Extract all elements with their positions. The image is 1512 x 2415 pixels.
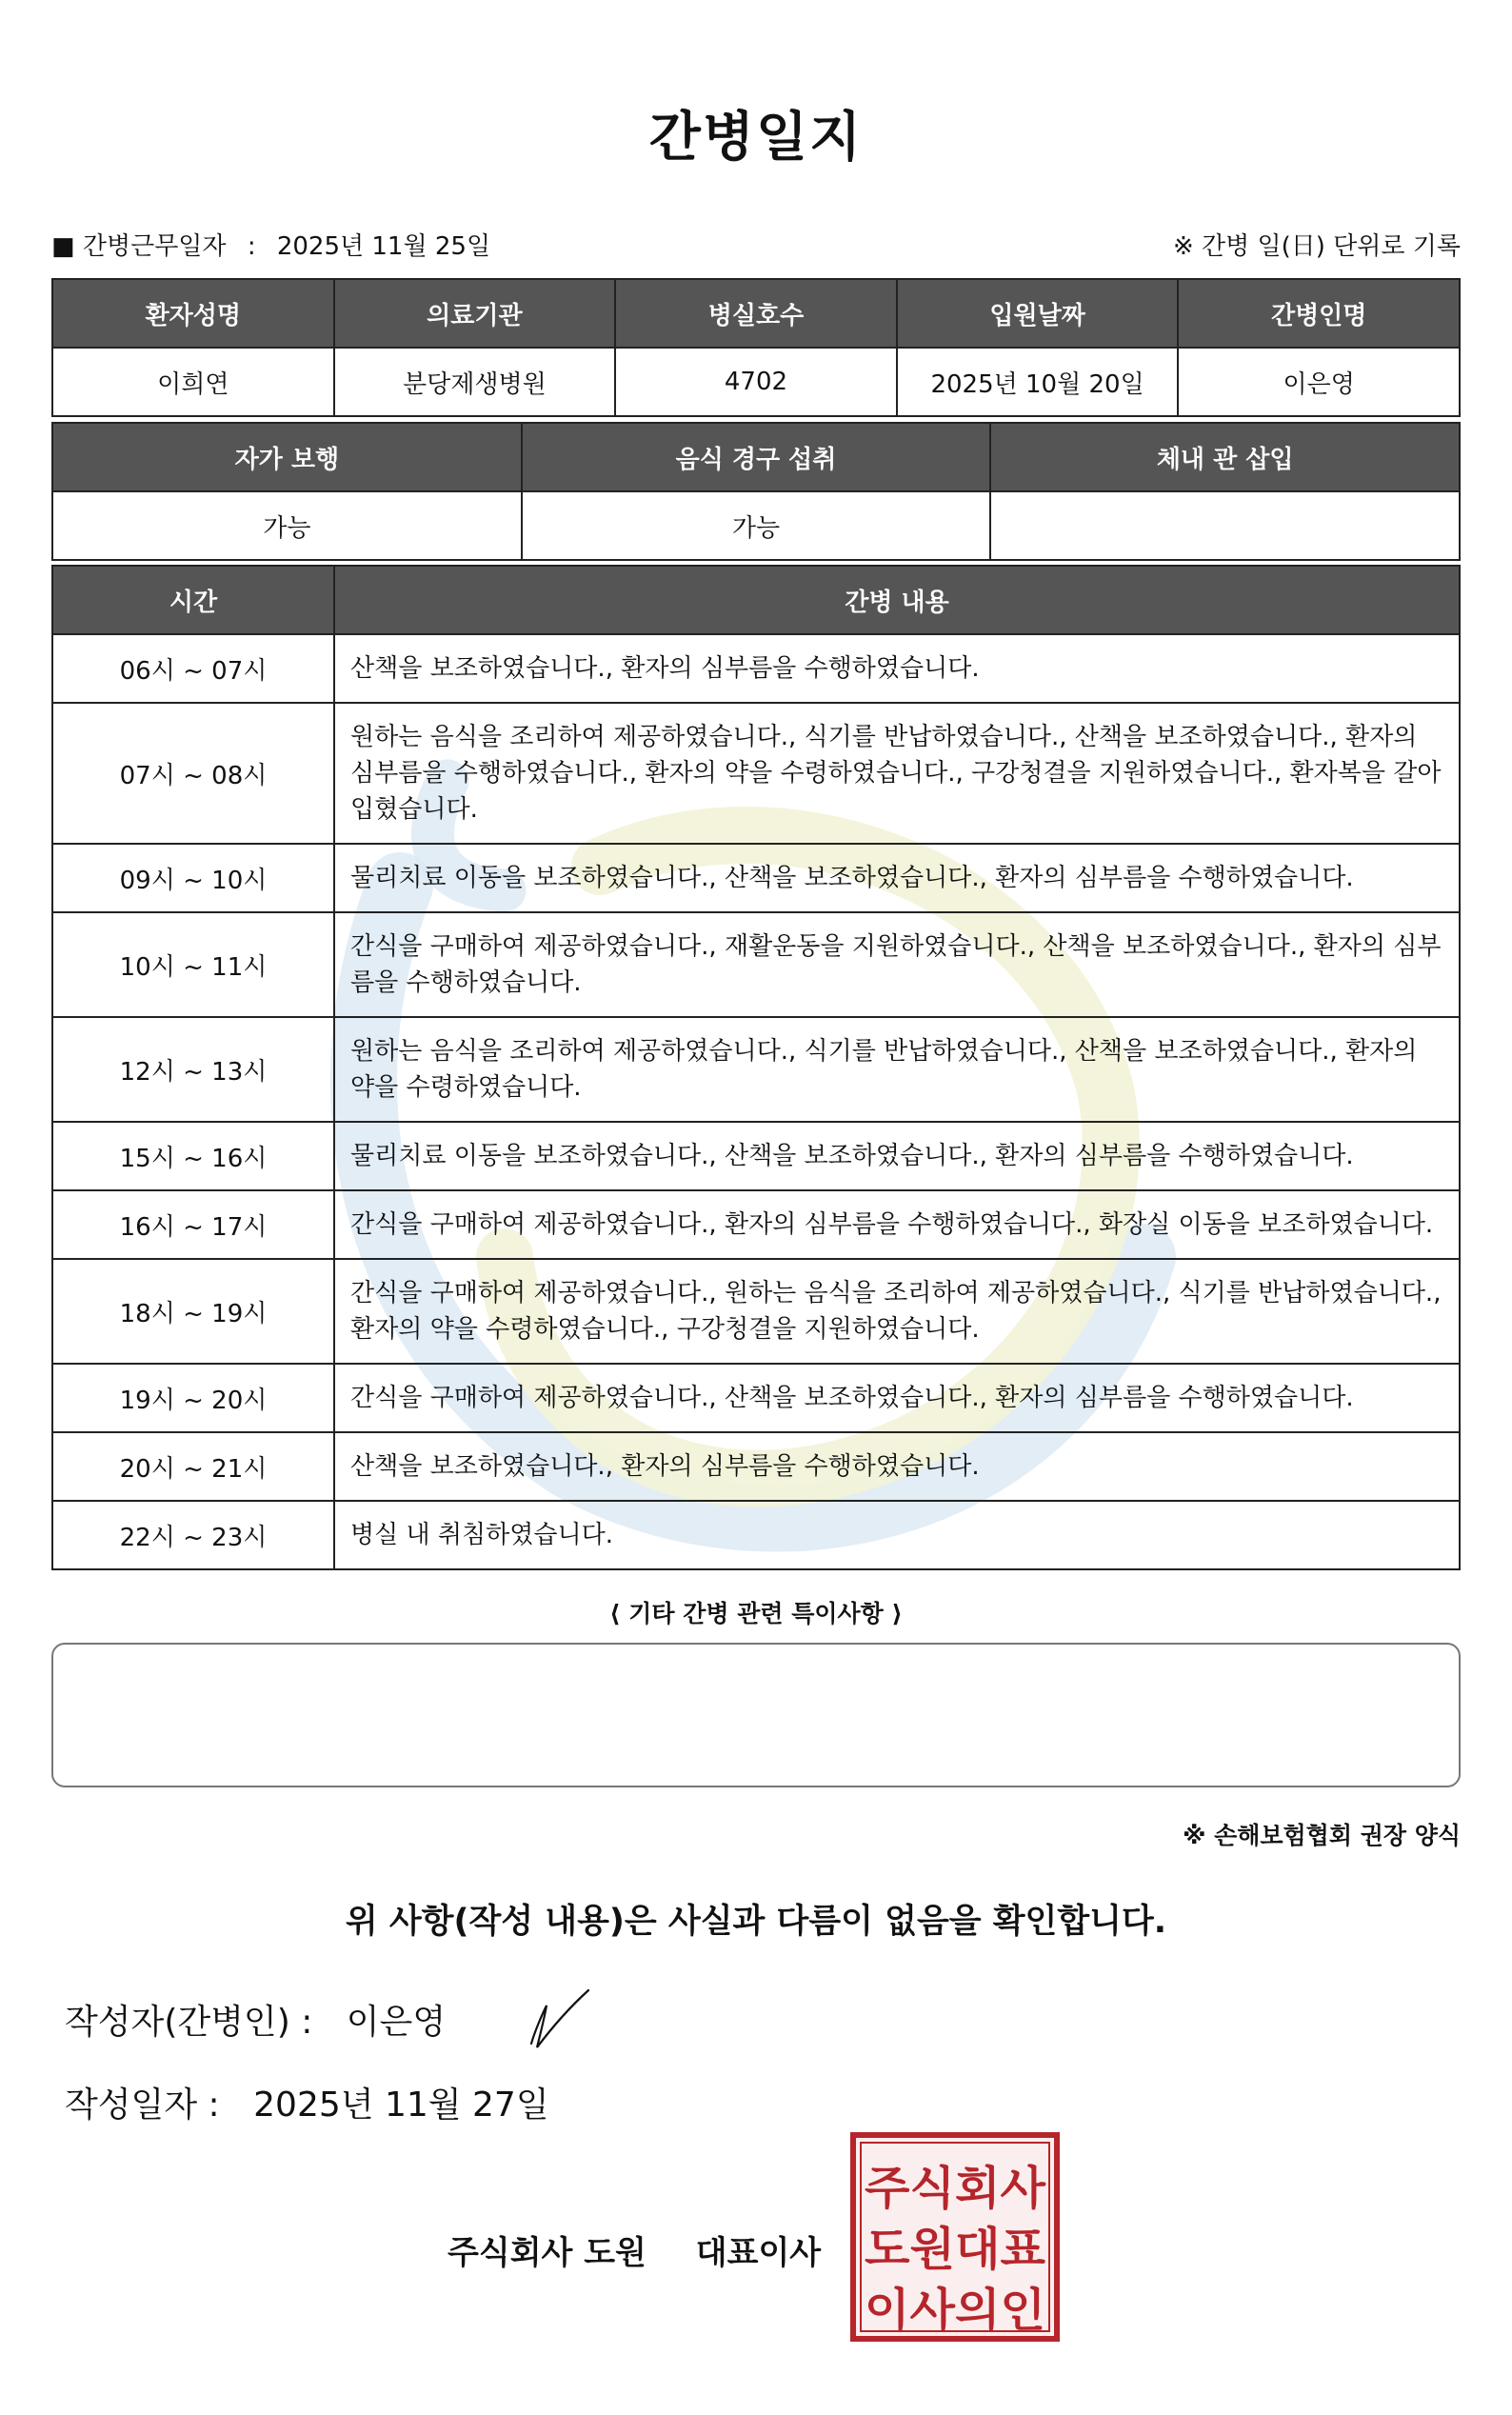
patient-info-table	[51, 278, 1461, 417]
patient-info-header-row	[52, 279, 1460, 348]
company-seal	[849, 2131, 1061, 2343]
writer-label: 작성자(간병인) :	[65, 2003, 313, 2042]
status-value-row	[52, 491, 1460, 560]
work-date-separator: :	[247, 232, 256, 261]
care-content: 산책을 보조하였습니다., 환자의 심부름을 수행하였습니다.	[334, 1432, 1460, 1501]
time-slot: 09시 ~ 10시	[52, 844, 334, 912]
special-notes-heading: ⟨ 기타 간병 관련 특이사항 ⟩	[609, 1600, 903, 1627]
care-content: 병실 내 취침하였습니다.	[334, 1501, 1460, 1569]
patient-status-table	[51, 422, 1461, 561]
table-row	[52, 912, 1460, 1017]
table-row	[52, 1122, 1460, 1190]
care-content: 간식을 구매하여 제공하였습니다., 원하는 음식을 조리하여 제공하였습니다., 식기를 반납하였습니다., 환자의 약을 수령하였습니다., 구강청결을 지원하였습니다.	[334, 1259, 1460, 1364]
hospital-name: 분당제생병원	[334, 348, 616, 416]
table-row	[52, 703, 1460, 844]
time-slot: 20시 ~ 21시	[52, 1432, 334, 1501]
time-slot: 10시 ~ 11시	[52, 912, 334, 1017]
time-slot: 18시 ~ 19시	[52, 1259, 334, 1364]
table-row	[52, 1259, 1460, 1364]
table-row	[52, 634, 1460, 703]
header-patient-name: 환자성명	[52, 279, 334, 348]
written-date-label: 작성일자 :	[65, 2086, 220, 2125]
table-row	[52, 1190, 1460, 1259]
table-row	[52, 1432, 1460, 1501]
care-content: 간식을 구매하여 제공하였습니다., 재활운동을 지원하였습니다., 산책을 보조하였습니다., 환자의 심부름을 수행하였습니다.	[334, 912, 1460, 1017]
care-content: 원하는 음식을 조리하여 제공하였습니다., 식기를 반납하였습니다., 산책을 보조하였습니다., 환자의 심부름을 수행하였습니다., 환자의 약을 수령하였습니다., 구강청결을 지원하였습니다., 환자복을 갈아입혔습니다.	[334, 703, 1460, 844]
self-walking-value: 가능	[52, 491, 522, 560]
square-bullet-icon: ■	[51, 232, 75, 261]
work-date-value: 2025년 11월 25일	[276, 232, 491, 261]
writer-name: 이은영	[346, 2003, 447, 2042]
written-date-line	[65, 2078, 549, 2126]
written-date-value: 2025년 11월 27일	[253, 2086, 549, 2125]
admission-date: 2025년 10월 20일	[897, 348, 1179, 416]
header-self-walking: 자가 보행	[52, 423, 522, 491]
svg-text:이사의인: 이사의인	[865, 2284, 1045, 2337]
work-date	[51, 227, 490, 262]
time-slot: 15시 ~ 16시	[52, 1122, 334, 1190]
patient-name: 이희연	[52, 348, 334, 416]
time-slot: 12시 ~ 13시	[52, 1017, 334, 1122]
svg-text:주식회사: 주식회사	[865, 2162, 1046, 2215]
company-signoff	[448, 2226, 821, 2273]
status-header-row	[52, 423, 1460, 491]
time-slot: 22시 ~ 23시	[52, 1501, 334, 1569]
table-row	[52, 1017, 1460, 1122]
unit-note: ※ 간병 일(日) 단위로 기록	[1172, 232, 1461, 261]
header-tube-insertion: 체내 관 삽입	[990, 423, 1460, 491]
care-content: 산책을 보조하였습니다., 환자의 심부름을 수행하였습니다.	[334, 634, 1460, 703]
header-time: 시간	[52, 566, 334, 634]
care-content: 원하는 음식을 조리하여 제공하였습니다., 식기를 반납하였습니다., 산책을 보조하였습니다., 환자의 약을 수령하였습니다.	[334, 1017, 1460, 1122]
header-care-content: 간병 내용	[334, 566, 1460, 634]
care-content: 물리치료 이동을 보조하였습니다., 산책을 보조하였습니다., 환자의 심부름을 수행하였습니다.	[334, 844, 1460, 912]
care-log-table	[51, 565, 1461, 1570]
header-hospital: 의료기관	[334, 279, 616, 348]
header-oral-intake: 음식 경구 섭취	[522, 423, 991, 491]
care-header-row	[52, 566, 1460, 634]
company-name: 주식회사 도원	[448, 2234, 647, 2272]
caregiver-name: 이은영	[1178, 348, 1460, 416]
confirmation-statement: 위 사항(작성 내용)은 사실과 다름이 없음을 확인합니다.	[345, 1903, 1167, 1941]
time-slot: 06시 ~ 07시	[52, 634, 334, 703]
header-caregiver-name: 간병인명	[1178, 279, 1460, 348]
oral-intake-value: 가능	[522, 491, 991, 560]
special-notes-box	[51, 1643, 1461, 1787]
association-form-note: ※ 손해보험협회 권장 양식	[1183, 1822, 1461, 1849]
work-date-label: 간병근무일자	[82, 232, 227, 261]
patient-info-value-row	[52, 348, 1460, 416]
time-slot: 07시 ~ 08시	[52, 703, 334, 844]
table-row	[52, 1364, 1460, 1432]
page-title: 간병일지	[648, 107, 864, 169]
tube-insertion-value	[990, 491, 1460, 560]
writer-line	[65, 1995, 446, 2044]
header-room-number: 병실호수	[615, 279, 897, 348]
company-title: 대표이사	[695, 2234, 822, 2272]
time-slot: 16시 ~ 17시	[52, 1190, 334, 1259]
room-number: 4702	[615, 348, 897, 416]
care-content: 물리치료 이동을 보조하였습니다., 산책을 보조하였습니다., 환자의 심부름을 수행하였습니다.	[334, 1122, 1460, 1190]
svg-text:도원대표: 도원대표	[865, 2223, 1046, 2276]
handwritten-signature	[522, 1985, 594, 2057]
header-admission-date: 입원날짜	[897, 279, 1179, 348]
care-content: 간식을 구매하여 제공하였습니다., 환자의 심부름을 수행하였습니다., 화장실 이동을 보조하였습니다.	[334, 1190, 1460, 1259]
table-row	[52, 1501, 1460, 1569]
time-slot: 19시 ~ 20시	[52, 1364, 334, 1432]
table-row	[52, 844, 1460, 912]
care-content: 간식을 구매하여 제공하였습니다., 산책을 보조하였습니다., 환자의 심부름을 수행하였습니다.	[334, 1364, 1460, 1432]
